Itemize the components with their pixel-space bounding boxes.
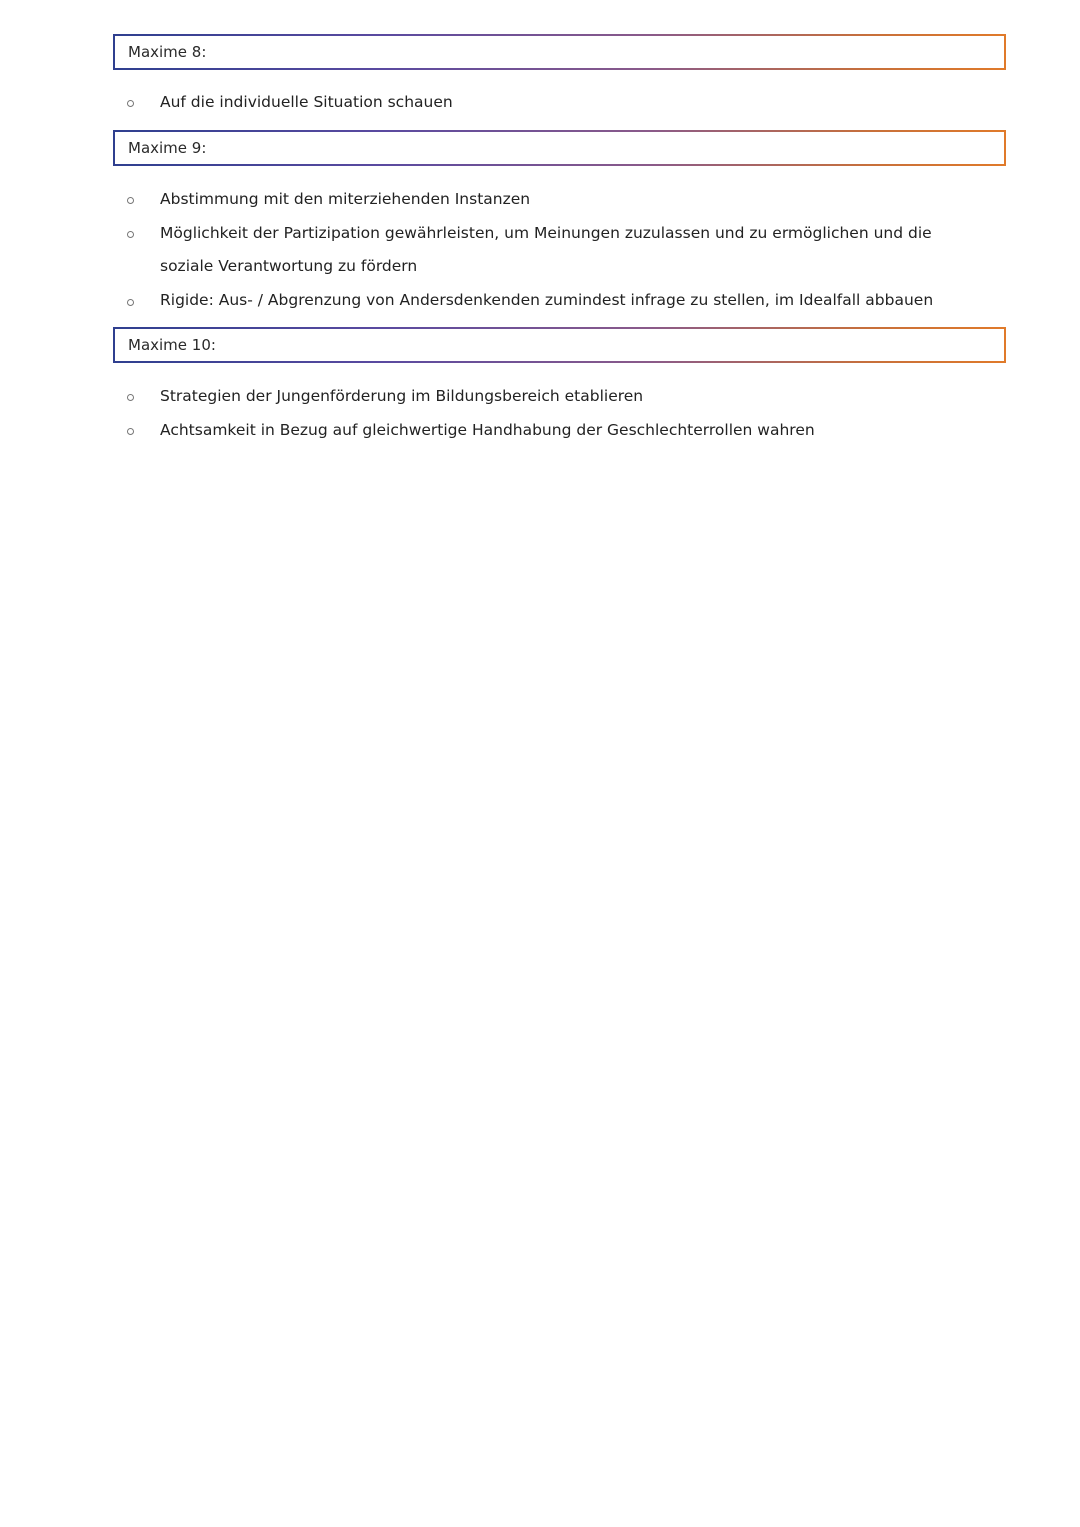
bullet-circle-icon [127,428,134,435]
list-item-text: Strategien der Jungenförderung im Bildungsbereich etablieren [160,387,644,405]
bullet-circle-icon [127,231,134,238]
list-item-text: Abstimmung mit den miterziehenden Instanzen [160,190,531,208]
maxime-8-header [113,34,1006,70]
list-item-text: Achtsamkeit in Bezug auf gleichwertige Handhabung der Geschlechterrollen wahren [160,421,815,439]
bullet-circle-icon [127,299,134,306]
list-item-text: Auf die individuelle Situation schauen [160,93,453,111]
maxime-9-title: Maxime 9: [128,139,207,157]
maxime-9-header [113,130,1006,166]
bullet-circle-icon [127,100,134,107]
maxime-8-title: Maxime 8: [128,43,207,61]
bullet-circle-icon [127,197,134,204]
maxime-10-title: Maxime 10: [128,336,216,354]
maxime-10-header [113,327,1006,363]
bullet-circle-icon [127,394,134,401]
list-item-text: Rigide: Aus- / Abgrenzung von Andersdenkenden zumindest infrage zu stellen, im Idealfall abbauen [160,291,934,309]
list-item-text: Möglichkeit der Partizipation gewährleisten, um Meinungen zuzulassen und zu ermöglichen und die soziale Verantwortung zu fördern [160,224,932,275]
